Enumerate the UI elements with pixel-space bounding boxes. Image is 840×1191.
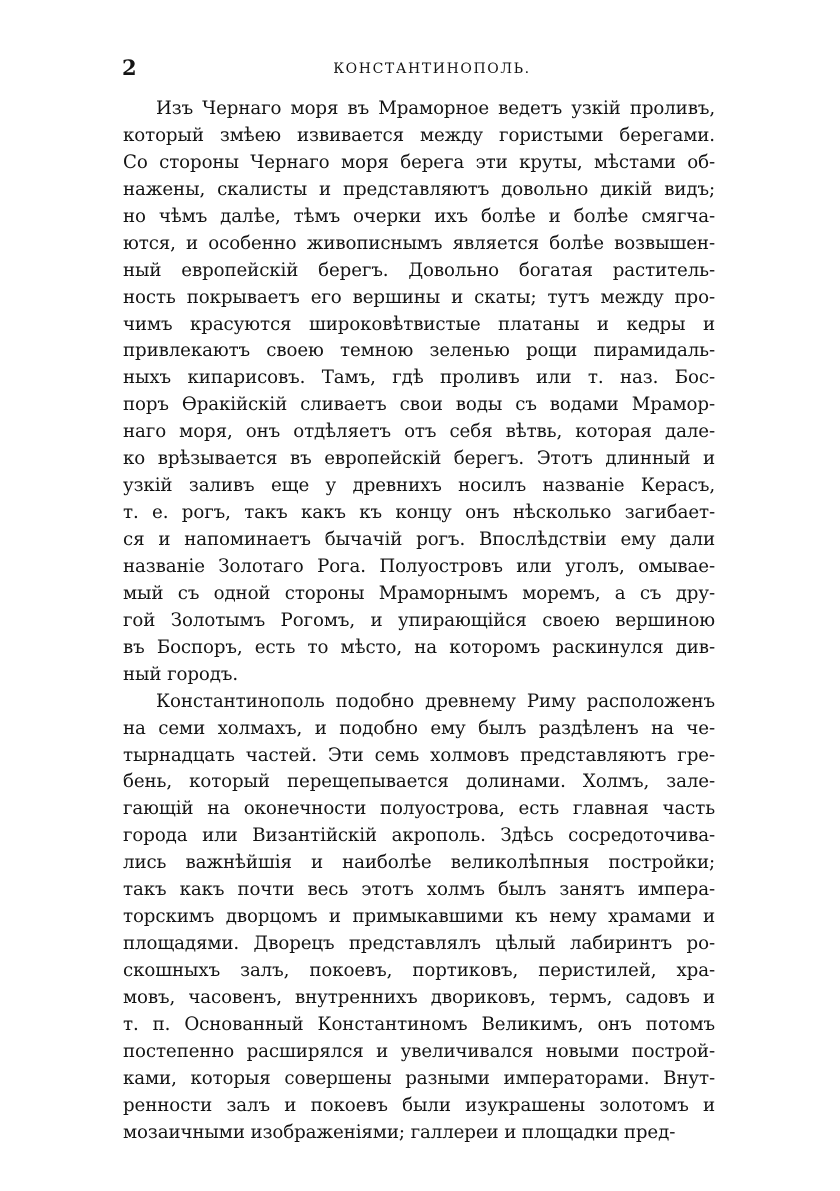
text-line: на семи холмахъ, и подобно ему былъ раздѣленъ на че- <box>123 717 715 739</box>
text-line: т. е. рогъ, такъ какъ къ концу онъ нѣсколько загибает- <box>123 502 715 524</box>
text-line: привлекаютъ своею темною зеленью рощи пирамидаль- <box>123 340 715 362</box>
text-line: скошныхъ залъ, покоевъ, портиковъ, перистилей, хра- <box>123 960 715 981</box>
text-line: площадями. Дворецъ представлялъ цѣлый лабиринтъ ро- <box>123 933 715 955</box>
text-line: такъ какъ почти весь этотъ холмъ былъ занятъ импера- <box>123 879 715 901</box>
text-line: тырнадцать частей. Эти семь холмовъ представляютъ гре- <box>123 744 715 766</box>
text-line: лись важнѣйшія и наиболѣе великолѣпныя постройки; <box>123 852 715 874</box>
text-line: наго моря, онъ отдѣляетъ отъ себя вѣтвь, которая дале- <box>123 421 715 443</box>
text-line: въ Боспоръ, есть то мѣсто, на которомъ раскинулся див- <box>123 636 715 658</box>
text-line: нажены, скалисты и представляютъ довольно дикій видъ; <box>123 178 715 200</box>
running-head <box>120 54 720 82</box>
text-line: торскимъ дворцомъ и примыкавшими къ нему храмами и <box>123 906 715 928</box>
text-line: ками, которыя совершены разными императорами. Внут- <box>123 1067 715 1089</box>
text-line: города или Византійскій акрополь. Здѣсь сосредоточива- <box>123 825 715 847</box>
body-text <box>123 96 715 1147</box>
running-title: КОНСТАНТИНОПОЛЬ. <box>333 61 531 77</box>
text-line: ся и напоминаетъ бычачій рогъ. Впослѣдствіи ему дали <box>123 529 715 550</box>
paragraph-2 <box>123 689 715 1147</box>
text-line: чимъ красуются широковѣтвистые платаны и кедры и <box>123 313 715 335</box>
text-line: ныхъ кипарисовъ. Тамъ, гдѣ проливъ или т. наз. Бос- <box>123 367 715 389</box>
text-line: Со стороны Чернаго моря берега эти круты, мѣстами об- <box>123 151 715 173</box>
text-line: узкій заливъ еще у древнихъ носилъ названіе Керасъ, <box>123 475 715 497</box>
text-line: т. п. Основанный Константиномъ Великимъ, онъ потомъ <box>123 1013 715 1035</box>
text-line: бень, который перещепывается долинами. Холмъ, зале- <box>123 771 715 793</box>
text-line: мовъ, часовенъ, внутреннихъ двориковъ, термъ, садовъ и <box>123 986 715 1008</box>
text-line: постепенно расширялся и увеличивался новыми построй- <box>123 1040 715 1062</box>
text-line: ренности залъ и покоевъ были изукрашены золотомъ и <box>123 1094 715 1116</box>
text-line: Константинополь подобно древнему Риму расположенъ <box>156 690 715 712</box>
text-line: Изъ Чернаго моря въ Мраморное ведетъ узкій проливъ, <box>156 98 715 119</box>
text-line: ность покрываетъ его вершины и скаты; тутъ между про- <box>123 286 715 308</box>
text-line: гой Золотымъ Рогомъ, и упирающійся своею вершиною <box>123 609 715 631</box>
text-line: гающій на оконечности полуострова, есть главная часть <box>123 798 715 820</box>
text-line: но чѣмъ далѣе, тѣмъ очерки ихъ болѣе и болѣе смягча- <box>123 205 715 227</box>
text-line: ко врѣзывается въ европейскій берегъ. Этотъ длинный и <box>123 448 715 470</box>
text-line: поръ Ѳракійскій сливаетъ свои воды съ водами Мрамор- <box>123 394 715 416</box>
text-line: мый съ одной стороны Мраморнымъ моремъ, а съ дру- <box>123 582 715 604</box>
paragraph-1 <box>123 96 715 689</box>
text-line: ный городъ. <box>123 663 239 685</box>
text-line: ный европейскій берегъ. Довольно богатая раститель- <box>123 259 715 281</box>
text-line: названіе Золотаго Рога. Полуостровъ или уголъ, омывае- <box>123 555 715 577</box>
text-line: мозаичными изображеніями; галлереи и площадки пред- <box>123 1121 676 1143</box>
text-line: ются, и особенно живописнымъ является болѣе возвышен- <box>123 232 715 254</box>
text-line: который змѣею извивается между гористыми берегами. <box>123 124 715 146</box>
page-number: 2 <box>122 55 137 80</box>
